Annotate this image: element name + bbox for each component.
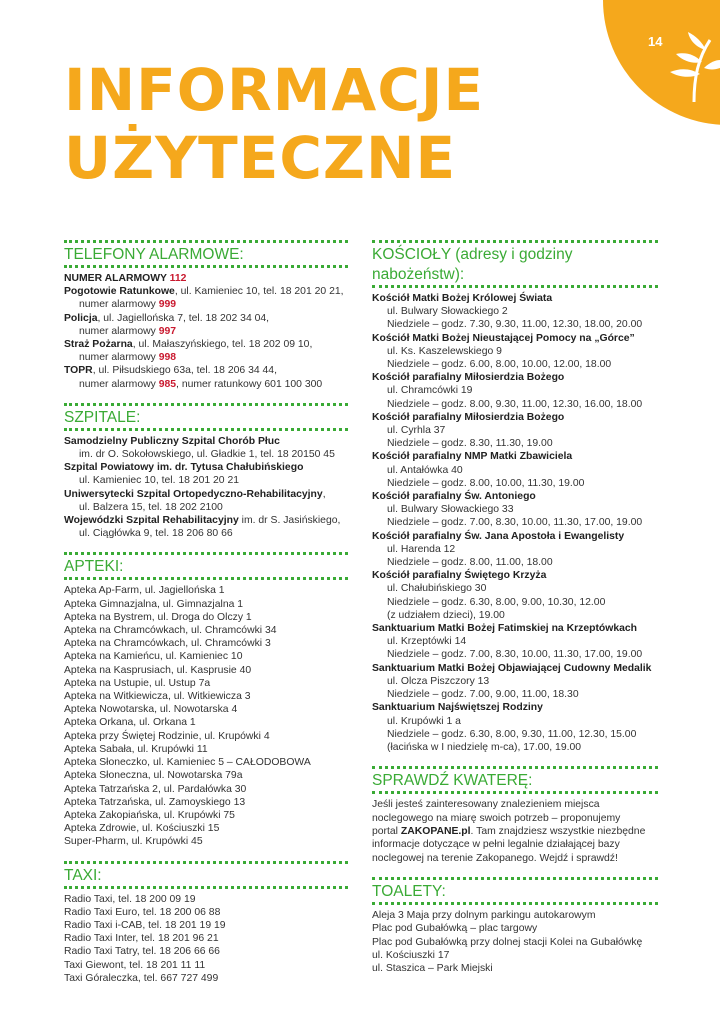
title-line-2: UŻYTECZNE [64, 124, 457, 192]
pogotowie-alarm-line [64, 298, 348, 311]
church-list [372, 292, 658, 754]
pharmacy-item: Apteka na Witkiewicza, ul. Witkiewicza 3 [64, 691, 251, 703]
church-detail: ul. Ks. Kaszelewskiego 9 [387, 345, 502, 357]
alarm-label: numer alarmowy [79, 352, 156, 364]
kwatera-text-line [372, 825, 658, 838]
pharmacy-item: Apteka Słoneczna, ul. Nowotarska 79a [64, 770, 243, 782]
taxi-item: Radio Taxi Inter, tel. 18 201 96 21 [64, 933, 219, 945]
church-name: Sanktuarium Matki Bożej Objawiającej Cudowny Medalik [372, 662, 652, 674]
pharmacy-item: Apteka na Chramcówkach, ul. Chramcówki 3 [64, 638, 271, 650]
church-name: Kościół parafialny Św. Antoniego [372, 491, 536, 503]
left-column [64, 240, 348, 989]
pogotowie-line [64, 285, 348, 298]
hospital-address: im. dr O. Sokołowskiego, ul. Gładkie 1, tel. 18 20150 45 [79, 449, 335, 461]
taxi-item: Radio Taxi, tel. 18 200 09 19 [64, 893, 196, 905]
alarm-line [64, 272, 348, 285]
church-detail: ul. Cyrhla 37 [387, 425, 446, 437]
church-detail: ul. Bulwary Słowackiego 33 [387, 504, 514, 516]
church-detail: (z udziałem dzieci), 19.00 [387, 609, 505, 621]
kwatera-heading: SPRAWDŹ KWATERĘ: [372, 766, 658, 791]
straz-alarm-line [64, 351, 348, 364]
section-koscioly [372, 240, 658, 754]
pharmacy-item: Apteka na Bystrem, ul. Droga do Olczy 1 [64, 611, 252, 623]
pharmacy-item: Apteka Nowotarska, ul. Nowotarska 4 [64, 704, 238, 716]
divider [64, 577, 348, 580]
church-name: Kościół parafialny Miłosierdzia Bożego [372, 372, 565, 384]
church-detail: ul. Chałubińskiego 30 [387, 583, 487, 595]
alarm-label: numer alarmowy [79, 325, 156, 337]
hospital-name: Samodzielny Publiczny Szpital Chorób Płuc [64, 435, 280, 447]
apteki-heading: APTEKI: [64, 552, 348, 577]
hospital-address: ul. Kamieniec 10, tel. 18 201 20 21 [79, 475, 240, 487]
portal-link[interactable]: ZAKOPANE.pl [400, 825, 471, 837]
koscioly-heading-main: KOŚCIOŁY [372, 246, 451, 263]
church-detail: ul. Chramcówki 19 [387, 385, 473, 397]
toilet-list [372, 909, 658, 975]
church-name: Kościół Matki Bożej Królowej Świata [372, 293, 553, 304]
koscioly-heading-sub: (adresy i godziny nabożeństw): [372, 246, 573, 283]
koscioly-heading [372, 240, 658, 285]
section-szpitale [64, 403, 348, 541]
policja-alarm-line [64, 325, 348, 338]
church-name: Kościół parafialny Św. Jana Apostoła i Ewangelisty [372, 530, 625, 542]
alarm-label: numer alarmowy [79, 378, 156, 390]
taxi-item: Taxi Giewont, tel. 18 201 11 11 [64, 959, 206, 971]
alarm-number: 112 [169, 273, 187, 284]
toilet-item: Plac pod Gubałówką przy dolnej stacji Kolei na Gubałówkę [372, 936, 643, 948]
kwatera-text: portal [372, 825, 401, 837]
kwatera-text-line: noclegowego na miarę swoich potrzeb – proponujemy [372, 812, 621, 824]
toilet-item: ul. Staszica – Park Miejski [372, 962, 493, 974]
telefony-heading: TELEFONY ALARMOWE: [64, 240, 348, 265]
policja-alarm-number: 997 [158, 325, 177, 337]
topr-rescue-number: , numer ratunkowy 601 100 300 [176, 378, 323, 390]
divider [64, 428, 348, 431]
page-title [64, 56, 484, 192]
kwatera-text-line: informacje dotyczące w pełni legalnie działającej bazy [372, 839, 620, 851]
divider [372, 791, 658, 794]
church-detail: Niedziele – godz. 8.00, 10.00, 11.30, 19.00 [387, 477, 585, 489]
pharmacy-item: Apteka na Ustupie, ul. Ustup 7a [64, 677, 211, 689]
straz-name: Straż Pożarna [64, 339, 133, 351]
pharmacy-item: Apteka Orkana, ul. Orkana 1 [64, 717, 196, 729]
straz-address: , ul. Małaszyńskiego, tel. 18 202 09 10, [132, 339, 313, 351]
pharmacy-item: Super-Pharm, ul. Krupówki 45 [64, 836, 203, 848]
topr-alarm-number: 985 [158, 378, 177, 390]
divider [372, 285, 658, 288]
section-apteki [64, 552, 348, 848]
pharmacy-item: Apteka Zdrowie, ul. Kościuszki 15 [64, 823, 220, 835]
church-detail: Niedziele – godz. 7.30, 9.30, 11.00, 12.30, 18.00, 20.00 [387, 319, 643, 331]
divider [64, 265, 348, 268]
alarm-label: numer alarmowy [79, 299, 156, 311]
hospital-name: Wojewódzki Szpital Rehabilitacyjny [64, 515, 239, 527]
taxi-item: Radio Taxi Tatry, tel. 18 206 66 66 [64, 946, 220, 958]
church-name: Kościół parafialny Świętego Krzyża [372, 570, 547, 582]
church-detail: Niedziele – godz. 6.30, 8.00, 9.30, 11.00, 12.30, 15.00 [387, 728, 637, 740]
section-telefony [64, 240, 348, 391]
pharmacy-item: Apteka Tatrzańska, ul. Zamoyskiego 13 [64, 796, 246, 808]
kwatera-text-line: Jeśli jesteś zainteresowany znalezieniem miejsca [372, 799, 600, 811]
church-detail: Niedziele – godz. 6.30, 8.00, 9.00, 10.30, 12.00 [387, 596, 606, 608]
taxi-item: Radio Taxi i-CAB, tel. 18 201 19 19 [64, 919, 226, 931]
section-toalety [372, 877, 658, 975]
hospital-line [64, 514, 348, 527]
taxi-list [64, 893, 348, 985]
pharmacy-item: Apteka przy Świętej Rodzinie, ul. Krupówki 4 [64, 730, 270, 742]
church-name: Sanktuarium Matki Bożej Fatimskiej na Krzeptówkach [372, 623, 638, 635]
toilet-item: Plac pod Gubałówką – plac targowy [372, 923, 538, 935]
hospital-line [64, 488, 348, 501]
hospital-suffix: , [322, 488, 326, 500]
highlander-leaf-icon [664, 28, 720, 102]
church-detail: Niedziele – godz. 7.00, 8.30, 10.00, 11.30, 17.00, 19.00 [387, 649, 643, 661]
page-number: 14 [648, 34, 663, 49]
toilet-item: ul. Kościuszki 17 [372, 949, 450, 961]
hospital-address: ul. Ciągłówka 9, tel. 18 206 80 66 [79, 528, 233, 540]
taxi-item: Taxi Góraleczka, tel. 667 727 499 [64, 972, 219, 984]
pharmacy-list [64, 584, 348, 848]
church-detail: ul. Krupówki 1 a [387, 715, 461, 727]
topr-line [64, 364, 348, 377]
church-detail: Niedziele – godz. 7.00, 8.30, 10.00, 11.30, 17.00, 19.00 [387, 517, 643, 529]
church-detail: Niedziele – godz. 8.00, 9.30, 11.00, 12.30, 16.00, 18.00 [387, 398, 643, 410]
pharmacy-item: Apteka Sabała, ul. Krupówki 11 [64, 743, 208, 755]
church-detail: ul. Krzeptówki 14 [387, 636, 467, 648]
topr-alarm-line [64, 378, 348, 391]
church-detail: ul. Harenda 12 [387, 543, 456, 555]
church-name: Kościół Matki Bożej Nieustającej Pomocy na „Górce” [372, 332, 635, 344]
church-detail: ul. Antałówka 40 [387, 464, 463, 476]
right-column [372, 240, 658, 979]
topr-address: , ul. Piłsudskiego 63a, tel. 18 206 34 44, [92, 365, 277, 377]
divider [64, 886, 348, 889]
church-detail: ul. Bulwary Słowackiego 2 [387, 306, 508, 318]
kwatera-text: . Tam znajdziesz wszystkie niezbędne [470, 825, 646, 837]
pharmacy-item: Apteka Gimnazjalna, ul. Gimnazjalna 1 [64, 598, 244, 610]
section-taxi [64, 861, 348, 985]
hospital-suffix: im. dr S. Jasińskiego, [238, 515, 341, 527]
pharmacy-item: Apteka Słoneczko, ul. Kamieniec 5 – CAŁODOBOWA [64, 757, 311, 769]
policja-line [64, 312, 348, 325]
policja-name: Policja [64, 312, 98, 324]
taxi-item: Radio Taxi Euro, tel. 18 200 06 88 [64, 906, 221, 918]
pharmacy-item: Apteka Zakopiańska, ul. Krupówki 75 [64, 809, 235, 821]
church-detail: Niedziele – godz. 8.00, 11.00, 18.00 [387, 557, 553, 569]
pharmacy-item: Apteka na Chramcówkach, ul. Chramcówki 34 [64, 625, 277, 637]
section-kwatera [372, 766, 658, 865]
kwatera-text-line: noclegowej na terenie Zakopanego. Wejdź i sprawdź! [372, 852, 618, 864]
pharmacy-item: Apteka Tatrzańska 2, ul. Pardałówka 30 [64, 783, 247, 795]
topr-name: TOPR [64, 365, 93, 377]
divider [372, 902, 658, 905]
hospital-address: ul. Balzera 15, tel. 18 202 2100 [79, 501, 223, 513]
pharmacy-item: Apteka na Kamieńcu, ul. Kamieniec 10 [64, 651, 243, 663]
church-detail: (łacińska w I niedzielę m-ca), 17.00, 19.00 [387, 741, 582, 753]
taxi-heading: TAXI: [64, 861, 348, 886]
church-name: Sanktuarium Najświętszej Rodziny [372, 702, 543, 714]
church-detail: Niedziele – godz. 8.30, 11.30, 19.00 [387, 438, 553, 450]
church-detail: Niedziele – godz. 7.00, 9.00, 11.00, 18.30 [387, 689, 579, 701]
church-name: Kościół parafialny Miłosierdzia Bożego [372, 411, 565, 423]
alarm-label: NUMER ALARMOWY [64, 273, 167, 284]
straz-alarm-number: 998 [158, 352, 177, 364]
hospital-name: Uniwersytecki Szpital Ortopedyczno-Rehabilitacyjny [64, 488, 323, 500]
hospital-name: Szpital Powiatowy im. dr. Tytusa Chałubińskiego [64, 462, 304, 474]
church-detail: Niedziele – godz. 6.00, 8.00, 10.00, 12.00, 18.00 [387, 359, 612, 371]
straz-line [64, 338, 348, 351]
toilet-item: Aleja 3 Maja przy dolnym parkingu autokarowym [372, 910, 596, 922]
toalety-heading: TOALETY: [372, 877, 658, 902]
church-name: Kościół parafialny NMP Matki Zbawiciela [372, 451, 573, 463]
pharmacy-item: Apteka Ap-Farm, ul. Jagiellońska 1 [64, 585, 225, 597]
pogotowie-address: , ul. Kamieniec 10, tel. 18 201 20 21, [174, 286, 344, 298]
title-line-1: INFORMACJE [64, 56, 485, 124]
pogotowie-alarm-number: 999 [158, 299, 177, 311]
pogotowie-name: Pogotowie Ratunkowe [64, 286, 175, 298]
szpitale-heading: SZPITALE: [64, 403, 348, 428]
policja-address: , ul. Jagiellońska 7, tel. 18 202 34 04, [97, 312, 270, 324]
church-detail: ul. Olcza Piszczory 13 [387, 675, 490, 687]
pharmacy-item: Apteka na Kasprusiach, ul. Kasprusie 40 [64, 664, 252, 676]
